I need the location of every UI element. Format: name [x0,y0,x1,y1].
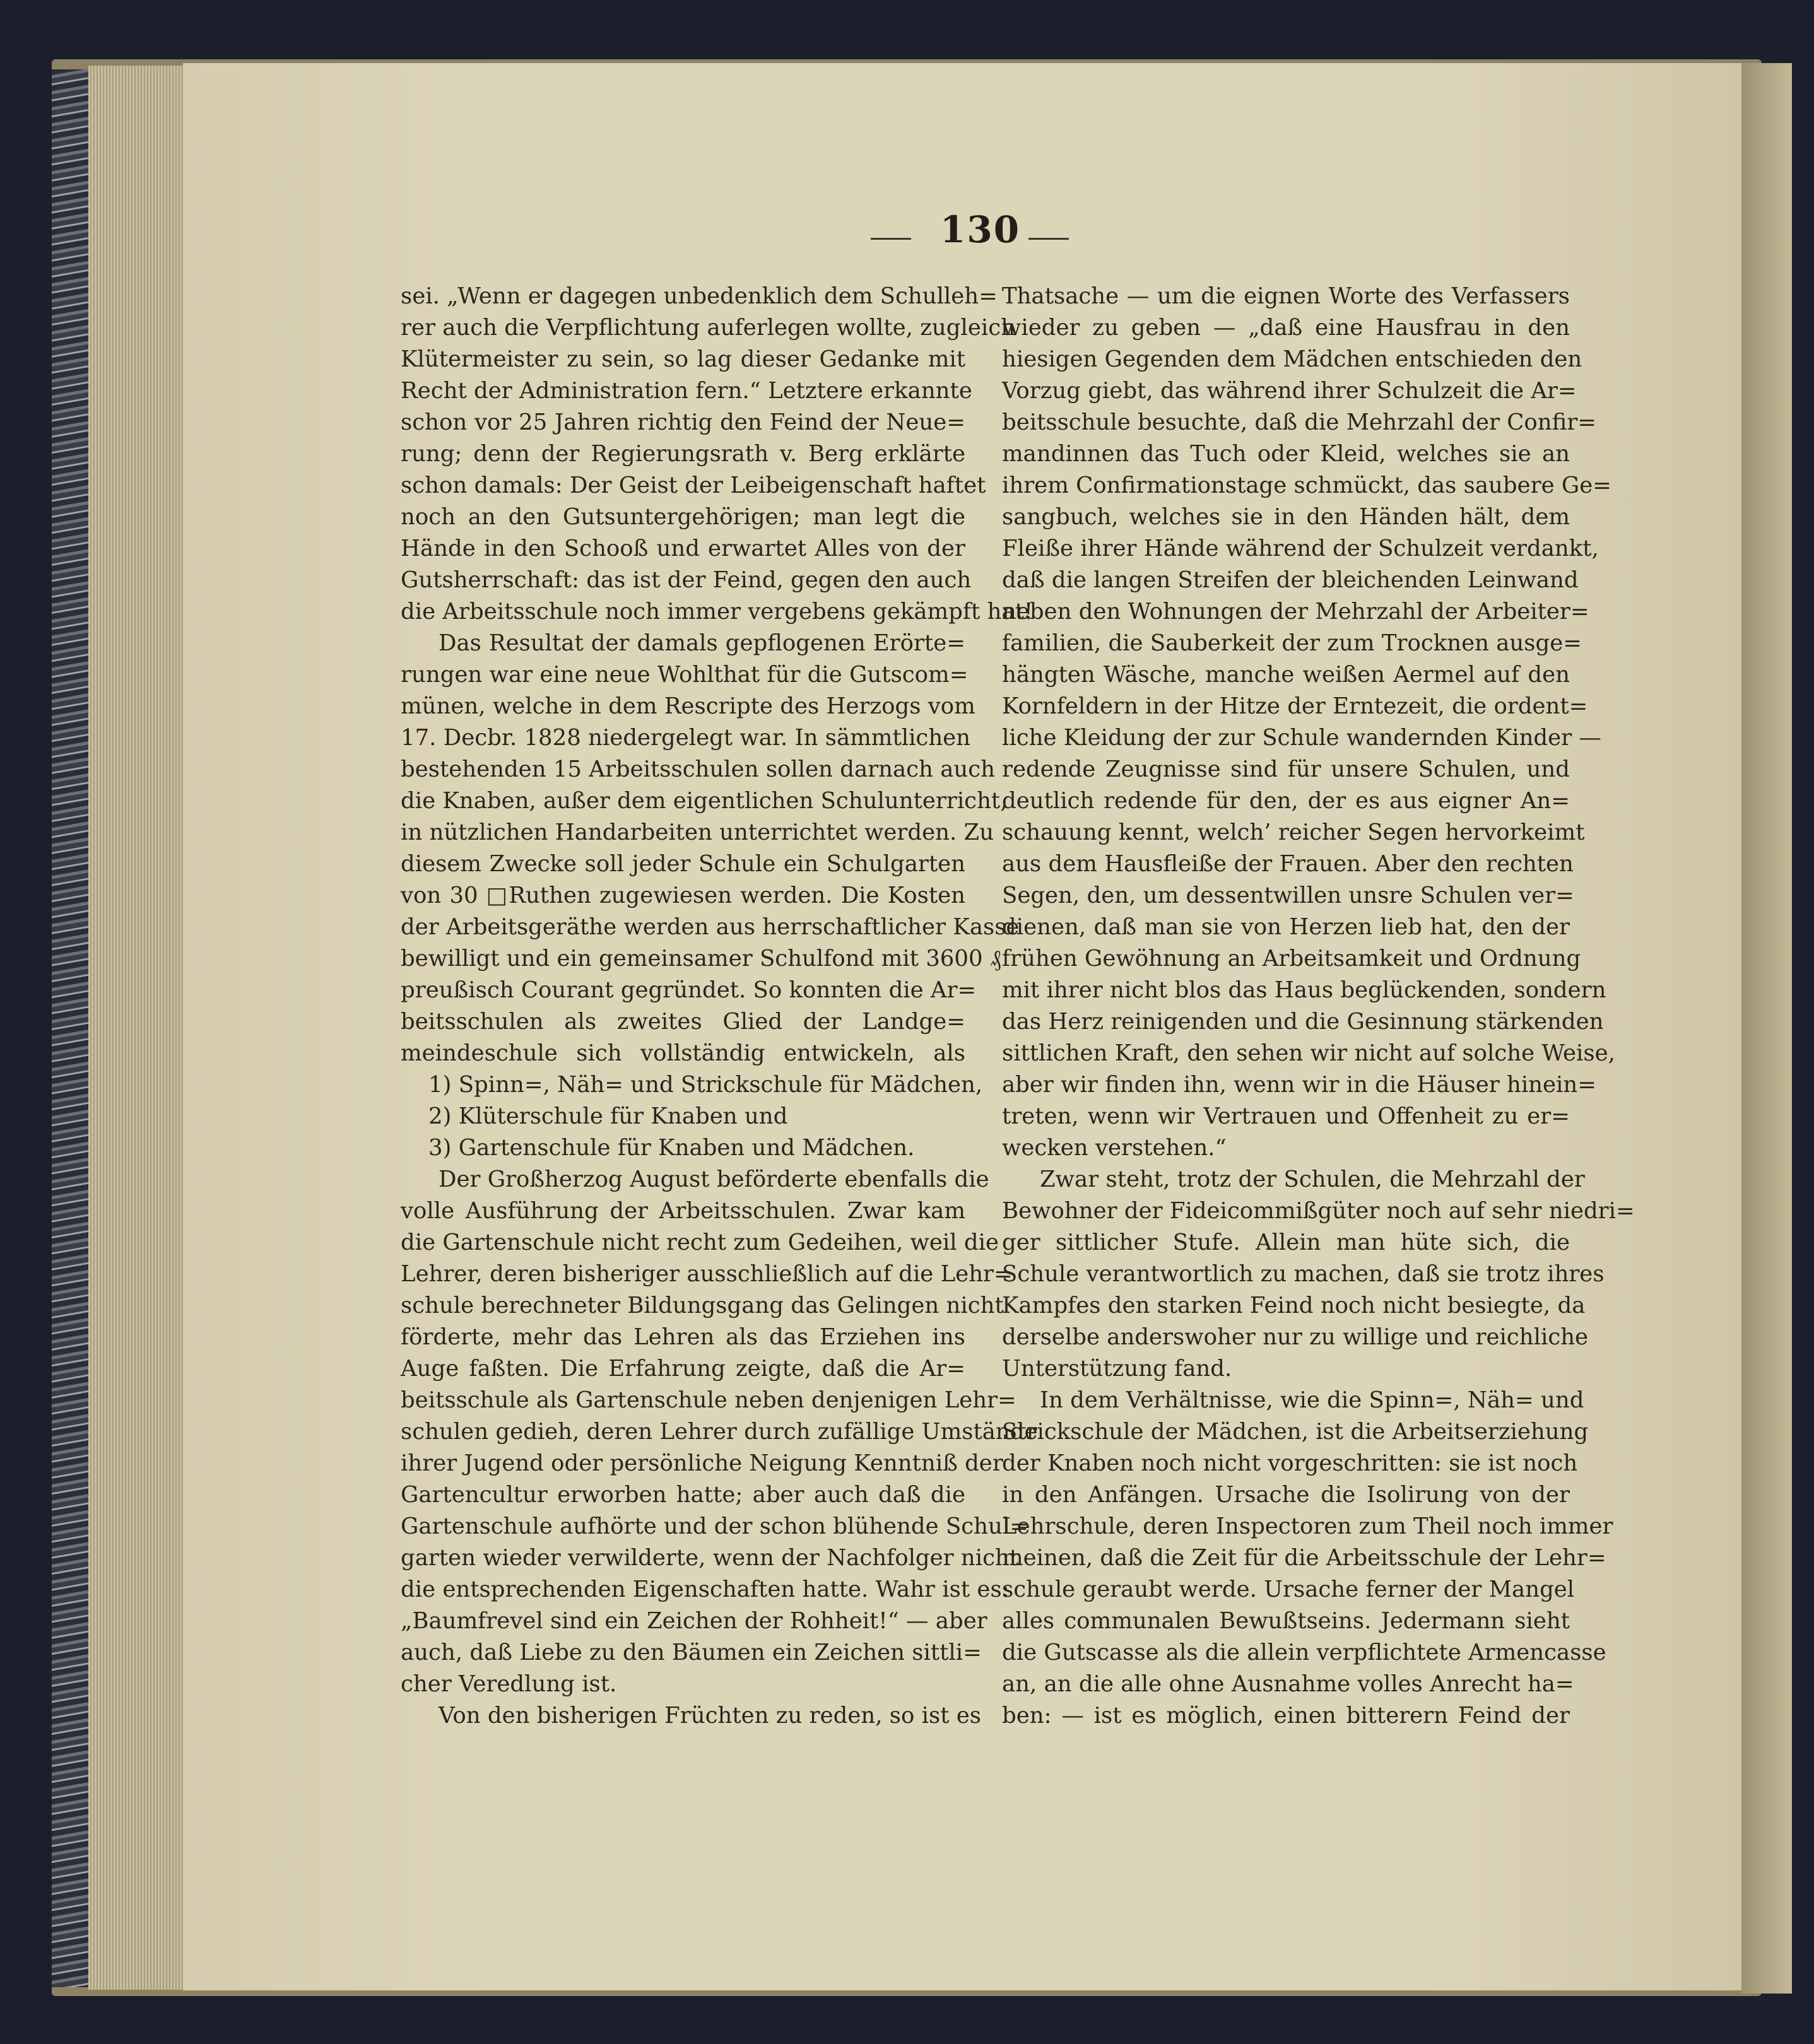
page-number-rule-left [871,238,911,240]
text-line: förderte, mehr das Lehren als das Erziehen ins [401,1324,965,1350]
text-line: schule geraubt werde. Ursache ferner der Mangel [1002,1577,1575,1602]
text-line: schauung kennt, welch’ reicher Segen hervorkeimt [1002,819,1585,845]
text-line: rer auch die Verpflichtung auferlegen wollte, zugleich [401,315,1015,341]
text-line: „Baumfrevel sind ein Zeichen der Rohheit!“ — aber [401,1608,987,1634]
text-line: sangbuch, welches sie in den Händen hält, dem [1002,504,1570,530]
text-line: In dem Verhältnisse, wie die Spinn=, Näh= und [1040,1387,1584,1413]
text-line: Schule verantwortlich zu machen, daß sie trotz ihres [1002,1261,1605,1287]
text-line: Lehrer, deren bisheriger ausschließlich auf die Lehr= [401,1261,1013,1287]
text-line: Strickschule der Mädchen, ist die Arbeitserziehung [1002,1419,1589,1445]
text-line: schulen gedieh, deren Lehrer durch zufällige Umstände [401,1419,1038,1445]
text-line: ben: — ist es möglich, einen bitterern Feind der [1002,1703,1570,1729]
text-line: münen, welche in dem Rescripte des Herzogs vom [401,693,975,719]
text-line: Thatsache — um die eignen Worte des Verfassers [1002,283,1570,309]
text-line: redende Zeugnisse sind für unsere Schulen, und [1002,756,1570,782]
text-line: die entsprechenden Eigenschaften hatte. Wahr ist es: [401,1577,1010,1602]
text-line: aber wir finden ihn, wenn wir in die Häuser hinein= [1002,1072,1597,1098]
text-line: preußisch Courant gegründet. So konnten die Ar= [401,977,977,1003]
text-line: 3) Gartenschule für Knaben und Mädchen. [428,1135,915,1161]
text-line: von 30 □Ruthen zugewiesen werden. Die Kosten [401,883,965,908]
text-line: Bewohner der Fideicommißgüter noch auf sehr niedri= [1002,1198,1635,1224]
text-line: mandinnen das Tuch oder Kleid, welches sie an [1002,441,1570,467]
text-line: volle Ausführung der Arbeitsschulen. Zwar kam [401,1198,965,1224]
text-line: Von den bisherigen Früchten zu reden, so ist es [439,1703,982,1729]
text-line: Klütermeister zu sein, so lag dieser Gedanke mit [401,346,965,372]
text-line: sittlichen Kraft, den sehen wir nicht auf solche Weise, [1002,1040,1615,1066]
text-line: Kornfeldern in der Hitze der Erntezeit, die ordent= [1002,693,1588,719]
text-line: Segen, den, um dessentwillen unsre Schulen ver= [1002,883,1574,908]
text-line: Vorzug giebt, das während ihrer Schulzeit die Ar= [1002,378,1577,404]
text-line: hängten Wäsche, manche weißen Aermel auf den [1002,662,1570,688]
right-text-column [1002,281,1635,1732]
text-line: Zwar steht, trotz der Schulen, die Mehrzahl der [1040,1166,1585,1192]
text-line: daß die langen Streifen der bleichenden Leinwand [1002,567,1579,593]
text-line: neben den Wohnungen der Mehrzahl der Arbeiter= [1002,599,1589,625]
text-line: schule berechneter Bildungsgang das Gelingen nicht [401,1293,1004,1319]
text-line: Gutsherrschaft: das ist der Feind, gegen den auch [401,567,972,593]
text-line: sei. „Wenn er dagegen unbedenklich dem Schulleh= [401,283,998,309]
text-line: 2) Klüterschule für Knaben und [428,1103,788,1129]
text-line: die Knaben, außer dem eigentlichen Schulunterricht, [401,788,1008,814]
text-line: auch, daß Liebe zu den Bäumen ein Zeichen sittli= [401,1640,982,1665]
text-line: alles communalen Bewußtseins. Jedermann sieht [1002,1608,1570,1634]
text-line: 17. Decbr. 1828 niedergelegt war. In sämmtlichen [401,725,971,751]
text-line: wecken verstehen.“ [1002,1135,1227,1161]
text-line: beitsschulen als zweites Glied der Landge= [401,1009,965,1035]
text-line: an, an die alle ohne Ausnahme volles Anrecht ha= [1002,1671,1574,1697]
text-line: hiesigen Gegenden dem Mädchen entschieden den [1002,346,1582,372]
text-line: garten wieder verwilderte, wenn der Nachfolger nicht [401,1545,1019,1571]
text-line: Lehrschule, deren Inspectoren zum Theil noch immer [1002,1513,1613,1539]
marbled-page-edge [52,69,90,1987]
left-text-column [401,281,1038,1732]
text-line: Unterstützung fand. [1002,1356,1232,1382]
page-stack-edge [88,66,183,1990]
text-line: Kampfes den starken Feind noch nicht besiegte, da [1002,1293,1586,1319]
text-line: Gartencultur erworben hatte; aber auch daß die [401,1482,965,1508]
text-line: in den Anfängen. Ursache die Isolirung von der [1002,1482,1570,1508]
text-line: familien, die Sauberkeit der zum Trocknen ausge= [1002,630,1582,656]
text-line: ihrem Confirmationstage schmückt, das saubere Ge= [1002,473,1612,498]
text-line: mit ihrer nicht blos das Haus beglückenden, sondern [1002,977,1606,1003]
text-line: noch an den Gutsuntergehörigen; man legt die [401,504,965,530]
page-number-rule-right [1028,238,1069,240]
text-line: rung; denn der Regierungsrath v. Berg erklärte [401,441,965,467]
text-line: 1) Spinn=, Näh= und Strickschule für Mädchen, [428,1072,983,1098]
text-line: die Gutscasse als die allein verpflichtete Armencasse [1002,1640,1606,1665]
text-line: Auge faßten. Die Erfahrung zeigte, daß die Ar= [401,1356,965,1382]
text-line: ger sittlicher Stufe. Allein man hüte sich, die [1002,1230,1570,1255]
text-line: frühen Gewöhnung an Arbeitsamkeit und Ordnung [1002,946,1581,972]
text-line: cher Veredlung ist. [401,1671,617,1697]
text-line: beitsschule besuchte, daß die Mehrzahl der Confir= [1002,409,1597,435]
facing-page-edge [1741,63,1792,1994]
page-number: 130 [940,208,1021,251]
text-line: der Arbeitsgeräthe werden aus herrschaftlicher Kasse [401,914,1020,940]
text-line: diesem Zwecke soll jeder Schule ein Schulgarten [401,851,965,877]
text-line: treten, wenn wir Vertrauen und Offenheit zu er= [1002,1103,1570,1129]
text-line: deutlich redende für den, der es aus eigner An= [1002,788,1570,814]
text-line: dienen, daß man sie von Herzen lieb hat, den der [1002,914,1570,940]
text-line: Das Resultat der damals gepflogenen Erörte= [439,630,965,656]
text-line: schon vor 25 Jahren richtig den Feind der Neue= [401,409,965,435]
text-line: die Gartenschule nicht recht zum Gedeihen, weil die [401,1230,999,1255]
text-line: derselbe anderswoher nur zu willige und reichliche [1002,1324,1589,1350]
text-line: Hände in den Schooß und erwartet Alles von der [401,536,965,561]
text-line: meindeschule sich vollständig entwickeln, als [401,1040,965,1066]
text-line: der Knaben noch nicht vorgeschritten: sie ist noch [1002,1450,1578,1476]
text-line: schon damals: Der Geist der Leibeigenschaft haftet [401,473,986,498]
text-line: aus dem Hausfleiße der Frauen. Aber den rechten [1002,851,1574,877]
text-line: ihrer Jugend oder persönliche Neigung Kenntniß der [401,1450,1003,1476]
text-line: die Arbeitsschule noch immer vergebens gekämpft hat! [401,599,1034,625]
text-line: liche Kleidung der zur Schule wandernden Kinder — [1002,725,1601,751]
text-line: Recht der Administration fern.“ Letztere erkannte [401,378,972,404]
text-line: bewilligt und ein gemeinsamer Schulfond mit 3600 ₰ [401,946,1001,972]
text-line: Gartenschule aufhörte und der schon blühende Schul= [401,1513,1028,1539]
text-line: Fleiße ihrer Hände während der Schulzeit verdankt, [1002,536,1599,561]
text-line: Der Großherzog August beförderte ebenfalls die [439,1166,989,1192]
text-line: bestehenden 15 Arbeitsschulen sollen darnach auch [401,756,995,782]
text-line: meinen, daß die Zeit für die Arbeitsschule der Lehr= [1002,1545,1606,1571]
text-line: rungen war eine neue Wohlthat für die Gutscom= [401,662,969,688]
text-line: wieder zu geben — „daß eine Hausfrau in den [1002,315,1570,341]
text-line: beitsschule als Gartenschule neben denjenigen Lehr= [401,1387,1016,1413]
text-line: in nützlichen Handarbeiten unterrichtet werden. Zu [401,819,994,845]
text-line: das Herz reinigenden und die Gesinnung stärkenden [1002,1009,1604,1035]
